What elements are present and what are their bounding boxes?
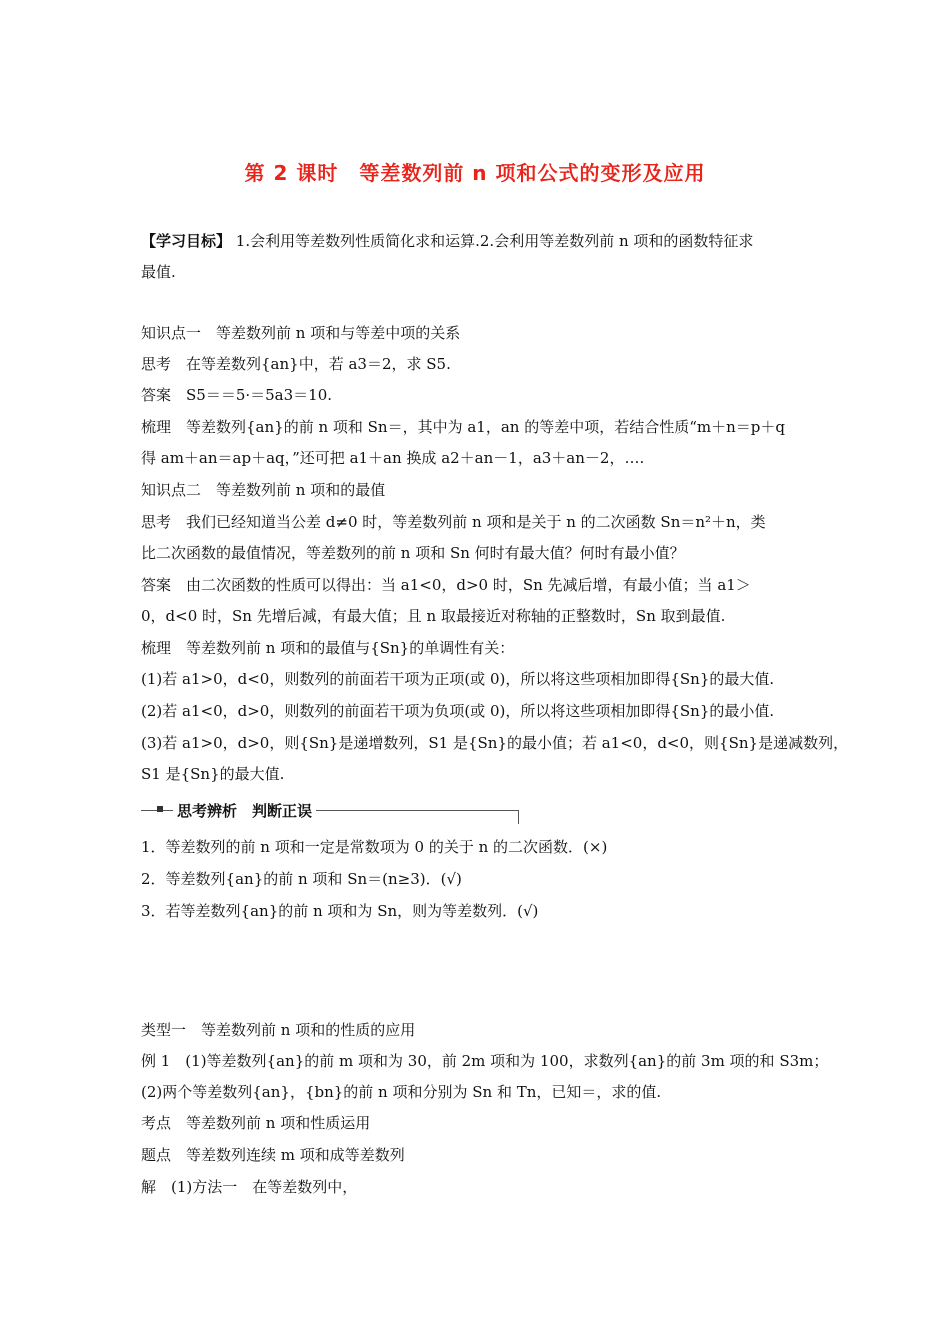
- example-1-line-2: (2)两个等差数列{an}，{bn}的前 n 项和分别为 Sn 和 Tn，已知＝，求的值.: [141, 1083, 662, 1101]
- judge-item-3: 3．若等差数列{an}的前 n 项和为 Sn，则为等差数列．(√): [141, 902, 539, 920]
- knowledge1-summary-2: 得 am＋an＝ap＋aq，”还可把 a1＋an 换成 a2＋an－1，a3＋an－2，….: [141, 449, 645, 467]
- knowledge2-item-2: (2)若 a1<0，d>0，则数列的前面若干项为负项(或 0)，所以将这些项相加即得{Sn}的最小值.: [141, 702, 775, 720]
- knowledge2-think-1: 思考 我们已经知道当公差 d≠0 时，等差数列前 n 项和是关于 n 的二次函数 Sn＝n²＋n，类: [141, 513, 766, 531]
- knowledge2-answer-1: 答案 由二次函数的性质可以得出：当 a1<0，d>0 时，Sn 先减后增，有最小值；当 a1＞: [141, 576, 751, 594]
- knowledge2-think-2: 比二次函数的最值情况，等差数列的前 n 项和 Sn 何时有最大值？何时有最小值？: [141, 544, 685, 562]
- knowledge2-answer-2: 0，d<0 时，Sn 先增后减，有最大值；且 n 取最接近对称轴的正整数时，Sn 取到最值.: [141, 607, 726, 625]
- objective-text-1: 1.会利用等差数列性质简化求和运算.2.会利用等差数列前 n 项和的函数特征求: [235, 232, 754, 250]
- knowledge2-heading: 知识点二 等差数列前 n 项和的最值: [141, 481, 386, 499]
- knowledge2-item-1: (1)若 a1>0，d<0，则数列的前面若干项为正项(或 0)，所以将这些项相加即得{Sn}的最大值.: [141, 670, 775, 688]
- objective-label: 【学习目标】: [141, 232, 232, 250]
- judge-item-1: 1．等差数列的前 n 项和一定是常数项为 0 的关于 n 的二次函数．(×): [141, 838, 608, 856]
- knowledge1-summary-1: 梳理 等差数列{an}的前 n 项和 Sn＝，其中为 a1，an 的等差中项，若结合性质“m＋n＝p＋q: [141, 418, 785, 436]
- banner-tick: [518, 810, 519, 824]
- kaodian: 考点 等差数列前 n 项和性质运用: [141, 1114, 371, 1132]
- knowledge1-think: 思考 在等差数列{an}中，若 a3＝2，求 S5.: [141, 355, 451, 373]
- section-banner: [141, 804, 519, 828]
- type1-heading: 类型一 等差数列前 n 项和的性质的应用: [141, 1021, 416, 1039]
- knowledge1-answer: 答案 S5＝＝5·＝5a3＝10.: [141, 386, 333, 404]
- example-1-line-1: 例 1 (1)等差数列{an}的前 m 项和为 30，前 2m 项和为 100，求数列{an}的前 3m 项的和 S3m；: [141, 1052, 829, 1070]
- banner-label: 思考辨析 判断正误: [173, 800, 316, 821]
- judge-item-2: 2．等差数列{an}的前 n 项和 Sn＝(n≥3)．(√): [141, 870, 462, 888]
- knowledge1-heading: 知识点一 等差数列前 n 项和与等差中项的关系: [141, 324, 461, 342]
- knowledge2-item-3b: S1 是{Sn}的最大值.: [141, 765, 285, 783]
- knowledge2-summary: 梳理 等差数列前 n 项和的最值与{Sn}的单调性有关：: [141, 639, 515, 657]
- solution: 解 (1)方法一 在等差数列中，: [141, 1178, 358, 1196]
- banner-square-icon: [157, 806, 163, 812]
- objective-line-2: 最值.: [141, 263, 176, 281]
- tidian: 题点 等差数列连续 m 项和成等差数列: [141, 1146, 405, 1164]
- objective-line-1: [141, 231, 821, 251]
- page-title: 第 2 课时 等差数列前 n 项和公式的变形及应用: [244, 161, 706, 185]
- knowledge2-item-3a: (3)若 a1>0，d>0，则{Sn}是递增数列，S1 是{Sn}的最小值；若 a1<0，d<0，则{Sn}是递减数列，: [141, 734, 849, 752]
